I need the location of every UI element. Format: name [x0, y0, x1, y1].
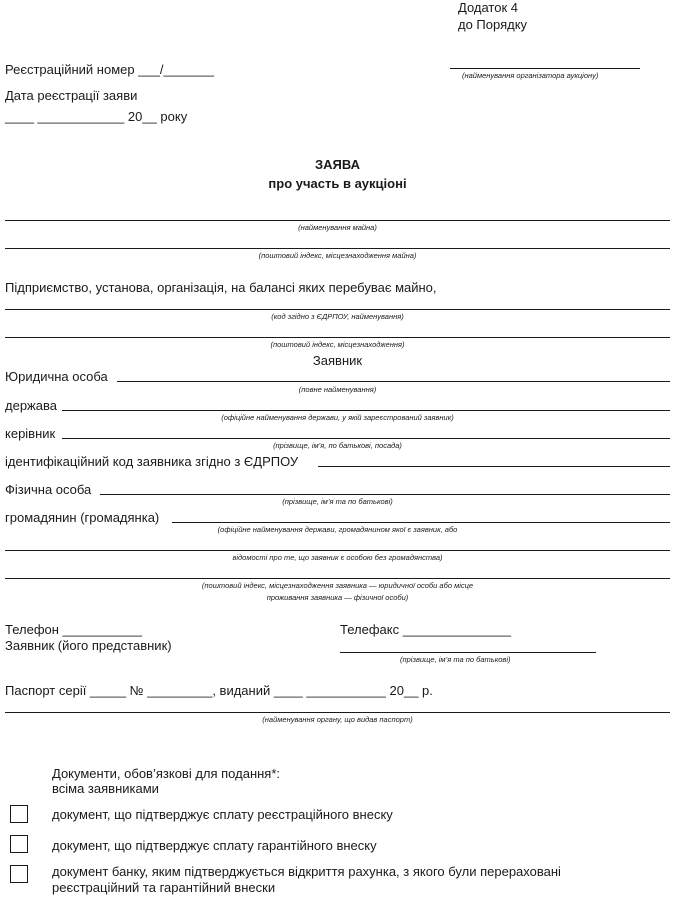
- citizen-label: громадянин (громадянка): [5, 510, 160, 525]
- fax-field[interactable]: Телефакс _______________: [340, 622, 512, 637]
- doc-checkbox-1[interactable]: [10, 805, 28, 823]
- stateless-caption: відомості про те, що заявник є особою без громадянства): [232, 553, 443, 562]
- document-subtitle: про участь в аукціоні: [268, 176, 407, 191]
- individual-caption: (прізвище, ім’я та по батькові): [282, 497, 393, 506]
- property-name-line[interactable]: [5, 220, 670, 221]
- individual-label: Фізична особа: [5, 482, 92, 497]
- full-name-caption: (повне найменування): [298, 385, 377, 394]
- registration-date-value[interactable]: ____ ____________ 20__ року: [5, 109, 188, 124]
- registration-number[interactable]: Реєстраційний номер ___/_______: [5, 62, 215, 77]
- passport-issuer-caption: (найменування органу, що видав паспорт): [262, 715, 413, 724]
- applicant-address-caption-1: (поштовий індекс, місцезнаходження заявника — юридичної особи або місце: [201, 581, 474, 590]
- property-location-line[interactable]: [5, 248, 670, 249]
- representative-caption: (прізвище, ім’я та по батькові): [400, 655, 511, 664]
- individual-line[interactable]: [100, 494, 670, 495]
- doc-checkbox-3[interactable]: [10, 865, 28, 883]
- head-line[interactable]: [62, 438, 670, 439]
- doc-item-3: документ банку, яким підтверджується відкриття рахунка, з якого були перераховані: [52, 864, 561, 879]
- doc-item-1: документ, що підтверджує сплату реєстраційного внеску: [52, 807, 393, 822]
- doc-checkbox-2[interactable]: [10, 835, 28, 853]
- appendix-number: Додаток 4: [458, 0, 518, 15]
- state-line[interactable]: [62, 410, 670, 411]
- citizen-caption: (офіційне найменування держави, громадянином якої є заявник, або: [217, 525, 458, 534]
- stateless-line[interactable]: [5, 550, 670, 551]
- applicant-address-caption-2: проживання заявника — фізичної особи): [266, 593, 409, 602]
- organizer-line[interactable]: [450, 68, 640, 69]
- applicant-heading: Заявник: [312, 353, 363, 368]
- passport-issuer-line[interactable]: [5, 712, 670, 713]
- head-caption: (прізвище, ім’я, по батькові, посада): [273, 441, 402, 450]
- doc-item-2: документ, що підтверджує сплату гарантійного внеску: [52, 838, 377, 853]
- representative-line[interactable]: [340, 652, 596, 653]
- citizen-line[interactable]: [172, 522, 670, 523]
- document-title: ЗАЯВА: [314, 157, 360, 172]
- doc-item-3-cont: реєстраційний та гарантійний внески: [52, 880, 276, 895]
- appendix-to: до Порядку: [458, 17, 528, 32]
- passport-line[interactable]: Паспорт серії _____ № _________, виданий ____ ___________ 20__ р.: [5, 683, 433, 698]
- representative-label: Заявник (його представник): [5, 638, 172, 653]
- legal-entity-label: Юридична особа: [5, 369, 108, 384]
- head-label: керівник: [5, 426, 56, 441]
- balance-holder-line[interactable]: [5, 309, 670, 310]
- property-location-caption: (поштовий індекс, місцезнаходження майна): [258, 251, 417, 260]
- balance-location-caption: (поштовий індекс, місцезнаходження): [270, 340, 405, 349]
- applicant-address-line[interactable]: [5, 578, 670, 579]
- edrpou-caption: (код згідно з ЄДРПОУ, найменування): [271, 312, 404, 321]
- balance-holder-label: Підприємство, установа, організація, на балансі яких перебуває майно,: [5, 280, 437, 295]
- property-name-caption: (найменування майна): [298, 223, 377, 232]
- phone-field[interactable]: Телефон ___________: [5, 622, 143, 637]
- balance-location-line[interactable]: [5, 337, 670, 338]
- id-code-label: ідентифікаційний код заявника згідно з ЄДРПОУ: [5, 454, 299, 469]
- state-caption: (офіційне найменування держави, у якій зареєстрований заявник): [221, 413, 454, 422]
- registration-date-label: Дата реєстрації заяви: [5, 88, 138, 103]
- organizer-caption: (найменування організатора аукціону): [462, 71, 599, 80]
- legal-entity-line[interactable]: [117, 381, 670, 382]
- state-label: держава: [5, 398, 57, 413]
- id-code-line[interactable]: [318, 466, 670, 467]
- documents-heading: Документи, обов’язкові для подання*:: [52, 766, 281, 781]
- documents-subheading: всіма заявниками: [52, 781, 159, 796]
